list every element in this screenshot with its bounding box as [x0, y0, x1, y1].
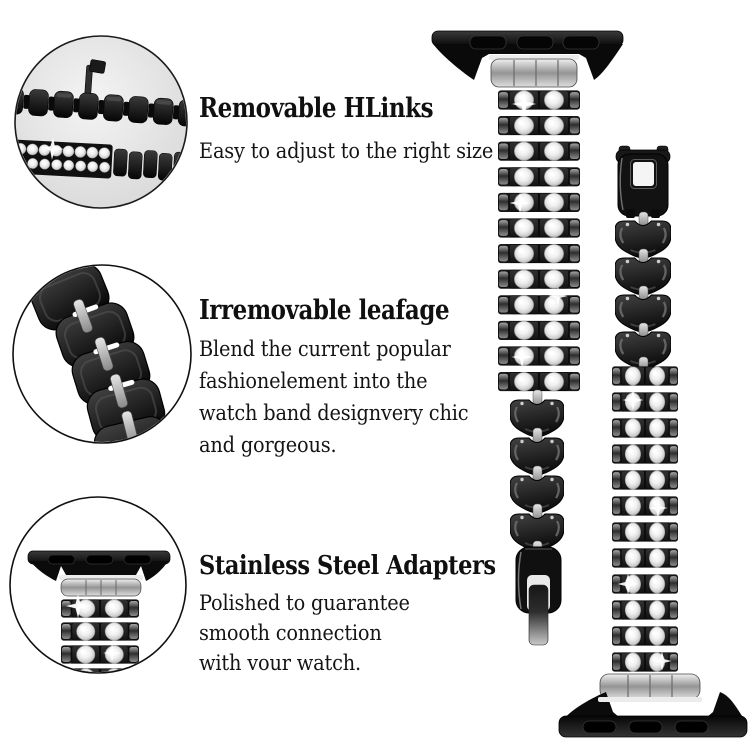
band-back-photo [559, 146, 747, 737]
feature-line: with vour watch. [199, 651, 362, 676]
feature-line: watch band designvery chic [199, 401, 469, 426]
inset-leafage-photo [6, 229, 191, 480]
feature-removable-hlinks [199, 92, 526, 165]
feature-line: smooth connection [199, 621, 382, 646]
feature-title: Removable HLinks [199, 93, 434, 124]
inset-adapter-photo [10, 497, 186, 687]
feature-line: fashionelement into the [199, 369, 428, 394]
feature-line: Easy to adjust to the right size [199, 139, 494, 164]
feature-line: Polished to guarantee [199, 591, 410, 616]
feature-title: Irremovable leafage [199, 295, 450, 326]
feature-irremovable-leafage [199, 294, 498, 462]
feature-title: Stainless Steel Adapters [199, 550, 496, 581]
feature-line: Blend the current popular [199, 337, 451, 362]
feature-stainless-steel-adapters [199, 549, 548, 679]
inset-hlinks-photo [0, 36, 203, 208]
feature-line: and gorgeous. [199, 433, 337, 458]
